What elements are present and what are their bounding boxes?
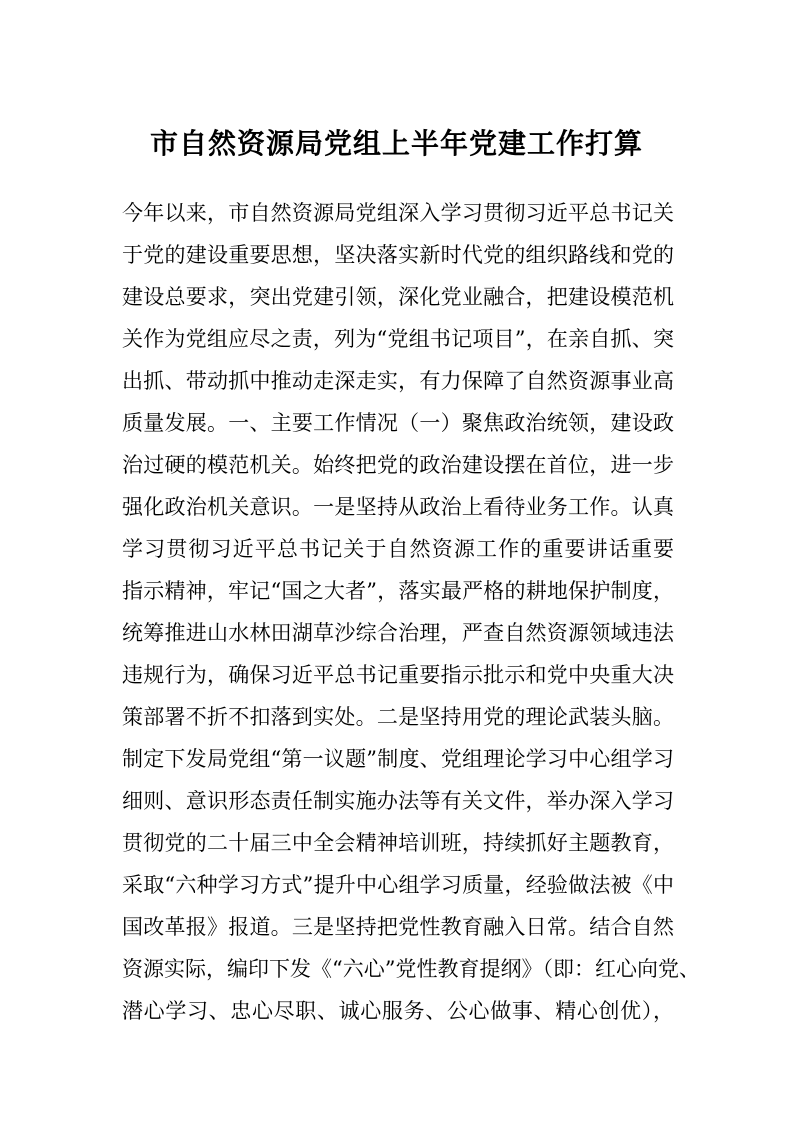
body-line: 质量发展。一、主要工作情况（一）聚焦政治统领，建设政 (122, 411, 674, 435)
body-line: 策部署不折不扣落到实处。二是坚持用党的理论武装头脑。 (122, 705, 674, 729)
body-line: 建设总要求，突出党建引领，深化党业融合，把建设模范机 (122, 285, 674, 309)
body-line: 贯彻党的二十届三中全会精神培训班，持续抓好主题教育， (122, 831, 674, 855)
document-body (122, 192, 700, 1032)
body-line: 潜心学习、忠心尽职、诚心服务、公心做事、精心创优）， (122, 999, 674, 1023)
document-title: 市自然资源局党组上半年党建工作打算 (149, 127, 643, 160)
body-line: 制定下发局党组“第一议题”制度、党组理论学习中心组学习 (122, 747, 674, 771)
body-line: 细则、意识形态责任制实施办法等有关文件，举办深入学习 (122, 789, 674, 813)
body-line: 学习贯彻习近平总书记关于自然资源工作的重要讲话重要 (122, 537, 674, 561)
body-line: 采取“六种学习方式”提升中心组学习质量，经验做法被《中 (122, 873, 674, 897)
body-line: 出抓、带动抓中推动走深走实，有力保障了自然资源事业高 (122, 369, 674, 393)
body-line: 资源实际，编印下发《“六心”党性教育提纲》（即：红心向党、 (122, 957, 700, 981)
body-line: 违规行为，确保习近平总书记重要指示批示和党中央重大决 (122, 663, 674, 687)
body-line: 今年以来，市自然资源局党组深入学习贯彻习近平总书记关 (122, 201, 674, 225)
body-line: 指示精神，牢记“国之大者”，落实最严格的耕地保护制度， (122, 579, 674, 603)
body-line: 于党的建设重要思想，坚决落实新时代党的组织路线和党的 (122, 243, 674, 267)
body-line: 统筹推进山水林田湖草沙综合治理，严查自然资源领域违法 (122, 621, 674, 645)
body-line: 治过硬的模范机关。始终把党的政治建设摆在首位，进一步 (122, 453, 674, 477)
body-line: 强化政治机关意识。一是坚持从政治上看待业务工作。认真 (122, 495, 674, 519)
body-line: 关作为党组应尽之责，列为“党组书记项目”，在亲自抓、突 (122, 327, 674, 351)
body-line: 国改革报》报道。三是坚持把党性教育融入日常。结合自然 (122, 915, 674, 939)
